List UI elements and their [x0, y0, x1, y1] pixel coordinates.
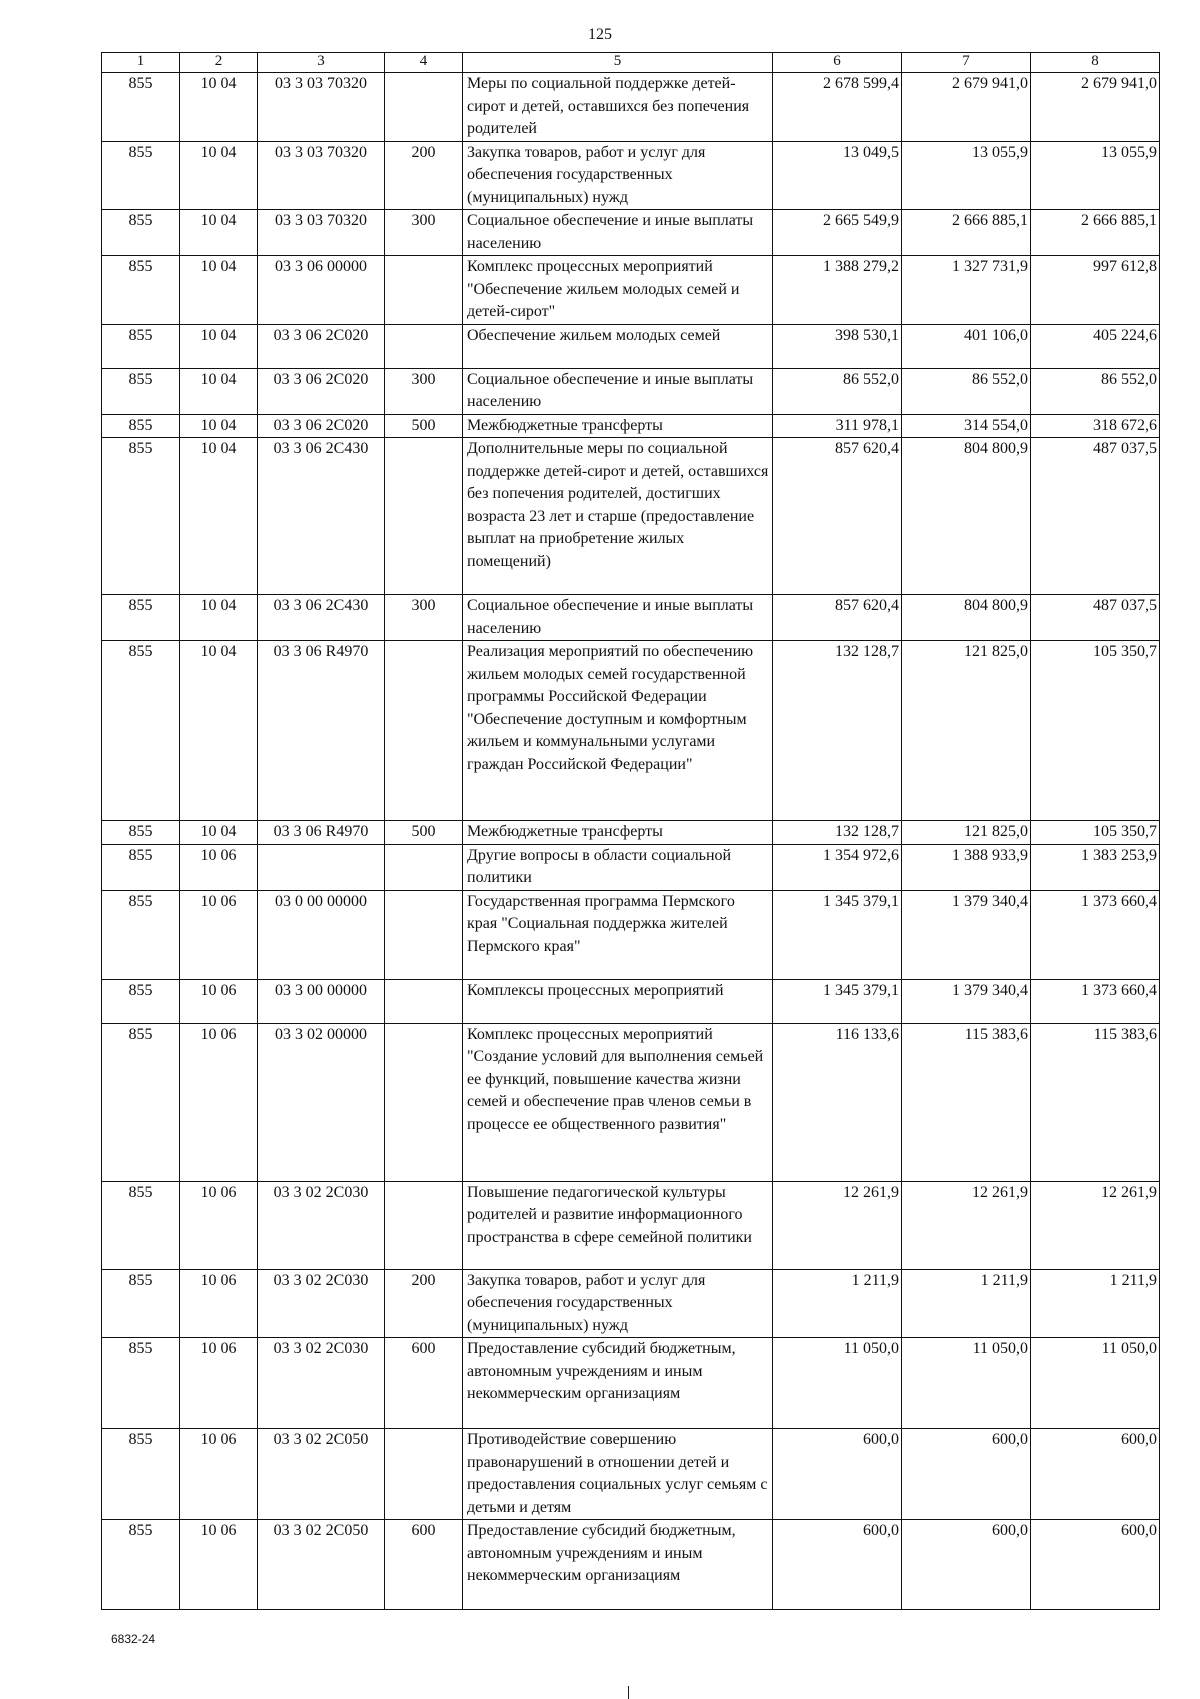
amount-col8-cell: 1 373 660,4 [1031, 979, 1160, 1023]
amount-col8-cell: 105 350,7 [1031, 821, 1160, 845]
expense-type-cell: 600 [385, 1520, 463, 1610]
table-row [102, 73, 1160, 142]
amount-col7-cell: 314 554,0 [902, 414, 1031, 438]
target-article-cell: 03 3 00 00000 [258, 979, 385, 1023]
table-row [102, 1338, 1160, 1429]
section-code-cell: 10 06 [180, 979, 258, 1023]
description-cell: Реализация мероприятий по обеспечению жильем молодых семей государственной программы Российской Федерации "Обеспечение доступным и комфортным жильем и коммунальными услугами граждан Российской Федерации" [463, 641, 773, 821]
description-cell: Предоставление субсидий бюджетным, автономным учреждениям и иным некоммерческим организациям [463, 1520, 773, 1610]
description-cell: Межбюджетные трансферты [463, 414, 773, 438]
target-article-cell: 03 3 02 00000 [258, 1023, 385, 1181]
admin-code-cell: 855 [102, 595, 180, 641]
expense-type-cell: 500 [385, 414, 463, 438]
amount-col7-cell: 12 261,9 [902, 1181, 1031, 1269]
table-row [102, 256, 1160, 325]
admin-code-cell: 855 [102, 641, 180, 821]
target-article-cell: 03 3 06 2С020 [258, 414, 385, 438]
table-row [102, 821, 1160, 845]
expense-type-cell [385, 73, 463, 142]
amount-col7-cell: 121 825,0 [902, 641, 1031, 821]
section-code-cell: 10 04 [180, 324, 258, 368]
section-code-cell: 10 04 [180, 821, 258, 845]
amount-col8-cell: 1 211,9 [1031, 1269, 1160, 1338]
column-header: 5 [463, 53, 773, 73]
section-code-cell: 10 04 [180, 595, 258, 641]
admin-code-cell: 855 [102, 141, 180, 210]
expense-type-cell [385, 324, 463, 368]
table-row [102, 979, 1160, 1023]
amount-col6-cell: 2 665 549,9 [773, 210, 902, 256]
column-header: 8 [1031, 53, 1160, 73]
target-article-cell: 03 3 02 2С030 [258, 1181, 385, 1269]
amount-col7-cell: 1 388 933,9 [902, 844, 1031, 890]
admin-code-cell: 855 [102, 1023, 180, 1181]
target-article-cell: 03 3 06 2С020 [258, 368, 385, 414]
expense-type-cell [385, 1023, 463, 1181]
description-cell: Меры по социальной поддержке детей-сирот и детей, оставшихся без попечения родителей [463, 73, 773, 142]
amount-col7-cell: 600,0 [902, 1520, 1031, 1610]
amount-col8-cell: 1 373 660,4 [1031, 890, 1160, 979]
description-cell: Комплексы процессных мероприятий [463, 979, 773, 1023]
amount-col6-cell: 398 530,1 [773, 324, 902, 368]
description-cell: Комплекс процессных мероприятий "Создание условий для выполнения семьей ее функций, повышение качества жизни семей и обеспечение прав членов семьи в процессе ее общественного развития" [463, 1023, 773, 1181]
target-article-cell: 03 3 03 70320 [258, 210, 385, 256]
section-code-cell: 10 06 [180, 844, 258, 890]
admin-code-cell: 855 [102, 210, 180, 256]
description-cell: Другие вопросы в области социальной политики [463, 844, 773, 890]
expense-type-cell [385, 641, 463, 821]
amount-col6-cell: 13 049,5 [773, 141, 902, 210]
column-header: 2 [180, 53, 258, 73]
amount-col6-cell: 1 345 379,1 [773, 979, 902, 1023]
amount-col8-cell: 1 383 253,9 [1031, 844, 1160, 890]
amount-col7-cell: 600,0 [902, 1429, 1031, 1520]
amount-col8-cell: 600,0 [1031, 1429, 1160, 1520]
target-article-cell: 03 3 06 R4970 [258, 821, 385, 845]
section-code-cell: 10 04 [180, 141, 258, 210]
amount-col6-cell: 857 620,4 [773, 438, 902, 595]
admin-code-cell: 855 [102, 1181, 180, 1269]
description-cell: Комплекс процессных мероприятий "Обеспечение жильем молодых семей и детей-сирот" [463, 256, 773, 325]
amount-col6-cell: 132 128,7 [773, 641, 902, 821]
admin-code-cell: 855 [102, 438, 180, 595]
amount-col7-cell: 1 327 731,9 [902, 256, 1031, 325]
target-article-cell: 03 3 02 2С050 [258, 1429, 385, 1520]
target-article-cell: 03 3 06 2С430 [258, 438, 385, 595]
header-row [102, 53, 1160, 73]
target-article-cell: 03 3 06 2С430 [258, 595, 385, 641]
amount-col6-cell: 1 354 972,6 [773, 844, 902, 890]
section-code-cell: 10 04 [180, 641, 258, 821]
amount-col6-cell: 12 261,9 [773, 1181, 902, 1269]
description-cell: Закупка товаров, работ и услуг для обеспечения государственных (муниципальных) нужд [463, 141, 773, 210]
description-cell: Противодействие совершению правонарушений в отношении детей и предоставления социальных услуг семьям с детьми и детям [463, 1429, 773, 1520]
description-cell: Государственная программа Пермского края "Социальная поддержка жителей Пермского края" [463, 890, 773, 979]
admin-code-cell: 855 [102, 979, 180, 1023]
table-row [102, 368, 1160, 414]
admin-code-cell: 855 [102, 821, 180, 845]
expense-type-cell: 600 [385, 1338, 463, 1429]
section-code-cell: 10 06 [180, 890, 258, 979]
table-row [102, 595, 1160, 641]
admin-code-cell: 855 [102, 844, 180, 890]
amount-col7-cell: 1 379 340,4 [902, 890, 1031, 979]
expense-type-cell: 200 [385, 141, 463, 210]
target-article-cell: 03 3 02 2С050 [258, 1520, 385, 1610]
target-article-cell: 03 3 06 R4970 [258, 641, 385, 821]
table-row [102, 641, 1160, 821]
section-code-cell: 10 04 [180, 414, 258, 438]
amount-col6-cell: 86 552,0 [773, 368, 902, 414]
table-row [102, 1023, 1160, 1181]
amount-col6-cell: 116 133,6 [773, 1023, 902, 1181]
expense-type-cell [385, 979, 463, 1023]
amount-col8-cell: 105 350,7 [1031, 641, 1160, 821]
section-code-cell: 10 04 [180, 368, 258, 414]
description-cell: Дополнительные меры по социальной поддержке детей-сирот и детей, оставшихся без попечения родителей, достигших возраста 23 лет и старше (предоставление выплат на приобретение жилых помещений) [463, 438, 773, 595]
column-header: 3 [258, 53, 385, 73]
table-row [102, 1520, 1160, 1610]
table-row [102, 324, 1160, 368]
expense-type-cell [385, 1429, 463, 1520]
document-code: 6832-24 [111, 1632, 156, 1646]
amount-col8-cell: 11 050,0 [1031, 1338, 1160, 1429]
column-header: 1 [102, 53, 180, 73]
description-cell: Социальное обеспечение и иные выплаты населению [463, 595, 773, 641]
target-article-cell: 03 0 00 00000 [258, 890, 385, 979]
amount-col8-cell: 13 055,9 [1031, 141, 1160, 210]
section-code-cell: 10 06 [180, 1269, 258, 1338]
amount-col6-cell: 1 211,9 [773, 1269, 902, 1338]
table-row [102, 141, 1160, 210]
amount-col8-cell: 997 612,8 [1031, 256, 1160, 325]
table-row [102, 210, 1160, 256]
amount-col7-cell: 1 211,9 [902, 1269, 1031, 1338]
amount-col6-cell: 857 620,4 [773, 595, 902, 641]
admin-code-cell: 855 [102, 890, 180, 979]
expense-type-cell: 300 [385, 595, 463, 641]
amount-col7-cell: 2 666 885,1 [902, 210, 1031, 256]
section-code-cell: 10 06 [180, 1181, 258, 1269]
table-row [102, 438, 1160, 595]
admin-code-cell: 855 [102, 1269, 180, 1338]
amount-col8-cell: 487 037,5 [1031, 438, 1160, 595]
amount-col7-cell: 804 800,9 [902, 595, 1031, 641]
expense-type-cell [385, 1181, 463, 1269]
admin-code-cell: 855 [102, 368, 180, 414]
admin-code-cell: 855 [102, 414, 180, 438]
amount-col8-cell: 115 383,6 [1031, 1023, 1160, 1181]
table-row [102, 1429, 1160, 1520]
expense-type-cell: 500 [385, 821, 463, 845]
section-code-cell: 10 06 [180, 1023, 258, 1181]
amount-col6-cell: 132 128,7 [773, 821, 902, 845]
description-cell: Повышение педагогической культуры родителей и развитие информационного пространства в сфере семейной политики [463, 1181, 773, 1269]
table-row [102, 844, 1160, 890]
amount-col8-cell: 405 224,6 [1031, 324, 1160, 368]
amount-col7-cell: 401 106,0 [902, 324, 1031, 368]
description-cell: Обеспечение жильем молодых семей [463, 324, 773, 368]
target-article-cell: 03 3 06 00000 [258, 256, 385, 325]
section-code-cell: 10 04 [180, 73, 258, 142]
amount-col6-cell: 600,0 [773, 1520, 902, 1610]
admin-code-cell: 855 [102, 1429, 180, 1520]
amount-col6-cell: 11 050,0 [773, 1338, 902, 1429]
table-row [102, 1269, 1160, 1338]
expense-type-cell: 300 [385, 368, 463, 414]
scan-mark [628, 1686, 629, 1699]
amount-col7-cell: 121 825,0 [902, 821, 1031, 845]
budget-table [101, 52, 1160, 1610]
section-code-cell: 10 06 [180, 1520, 258, 1610]
amount-col8-cell: 318 672,6 [1031, 414, 1160, 438]
expense-type-cell: 200 [385, 1269, 463, 1338]
admin-code-cell: 855 [102, 1520, 180, 1610]
description-cell: Межбюджетные трансферты [463, 821, 773, 845]
admin-code-cell: 855 [102, 256, 180, 325]
table-row [102, 890, 1160, 979]
column-header: 4 [385, 53, 463, 73]
section-code-cell: 10 04 [180, 256, 258, 325]
target-article-cell: 03 3 03 70320 [258, 141, 385, 210]
expense-type-cell: 300 [385, 210, 463, 256]
amount-col8-cell: 487 037,5 [1031, 595, 1160, 641]
section-code-cell: 10 04 [180, 438, 258, 595]
target-article-cell: 03 3 02 2С030 [258, 1338, 385, 1429]
section-code-cell: 10 06 [180, 1338, 258, 1429]
description-cell: Закупка товаров, работ и услуг для обеспечения государственных (муниципальных) нужд [463, 1269, 773, 1338]
amount-col7-cell: 13 055,9 [902, 141, 1031, 210]
description-cell: Социальное обеспечение и иные выплаты населению [463, 368, 773, 414]
amount-col7-cell: 86 552,0 [902, 368, 1031, 414]
table-row [102, 1181, 1160, 1269]
amount-col7-cell: 115 383,6 [902, 1023, 1031, 1181]
amount-col6-cell: 1 388 279,2 [773, 256, 902, 325]
page-number: 125 [588, 26, 612, 43]
table-row [102, 414, 1160, 438]
section-code-cell: 10 04 [180, 210, 258, 256]
amount-col8-cell: 2 666 885,1 [1031, 210, 1160, 256]
admin-code-cell: 855 [102, 73, 180, 142]
expense-type-cell [385, 844, 463, 890]
amount-col6-cell: 2 678 599,4 [773, 73, 902, 142]
expense-type-cell [385, 256, 463, 325]
amount-col8-cell: 600,0 [1031, 1520, 1160, 1610]
amount-col8-cell: 2 679 941,0 [1031, 73, 1160, 142]
target-article-cell: 03 3 02 2С030 [258, 1269, 385, 1338]
expense-type-cell [385, 438, 463, 595]
target-article-cell: 03 3 06 2С020 [258, 324, 385, 368]
section-code-cell: 10 06 [180, 1429, 258, 1520]
description-cell: Предоставление субсидий бюджетным, автономным учреждениям и иным некоммерческим организациям [463, 1338, 773, 1429]
expense-type-cell [385, 890, 463, 979]
column-header: 7 [902, 53, 1031, 73]
amount-col6-cell: 1 345 379,1 [773, 890, 902, 979]
column-header: 6 [773, 53, 902, 73]
description-cell: Социальное обеспечение и иные выплаты населению [463, 210, 773, 256]
amount-col7-cell: 2 679 941,0 [902, 73, 1031, 142]
amount-col8-cell: 12 261,9 [1031, 1181, 1160, 1269]
admin-code-cell: 855 [102, 1338, 180, 1429]
amount-col7-cell: 804 800,9 [902, 438, 1031, 595]
amount-col7-cell: 11 050,0 [902, 1338, 1031, 1429]
amount-col6-cell: 600,0 [773, 1429, 902, 1520]
amount-col8-cell: 86 552,0 [1031, 368, 1160, 414]
target-article-cell [258, 844, 385, 890]
admin-code-cell: 855 [102, 324, 180, 368]
amount-col6-cell: 311 978,1 [773, 414, 902, 438]
target-article-cell: 03 3 03 70320 [258, 73, 385, 142]
amount-col7-cell: 1 379 340,4 [902, 979, 1031, 1023]
